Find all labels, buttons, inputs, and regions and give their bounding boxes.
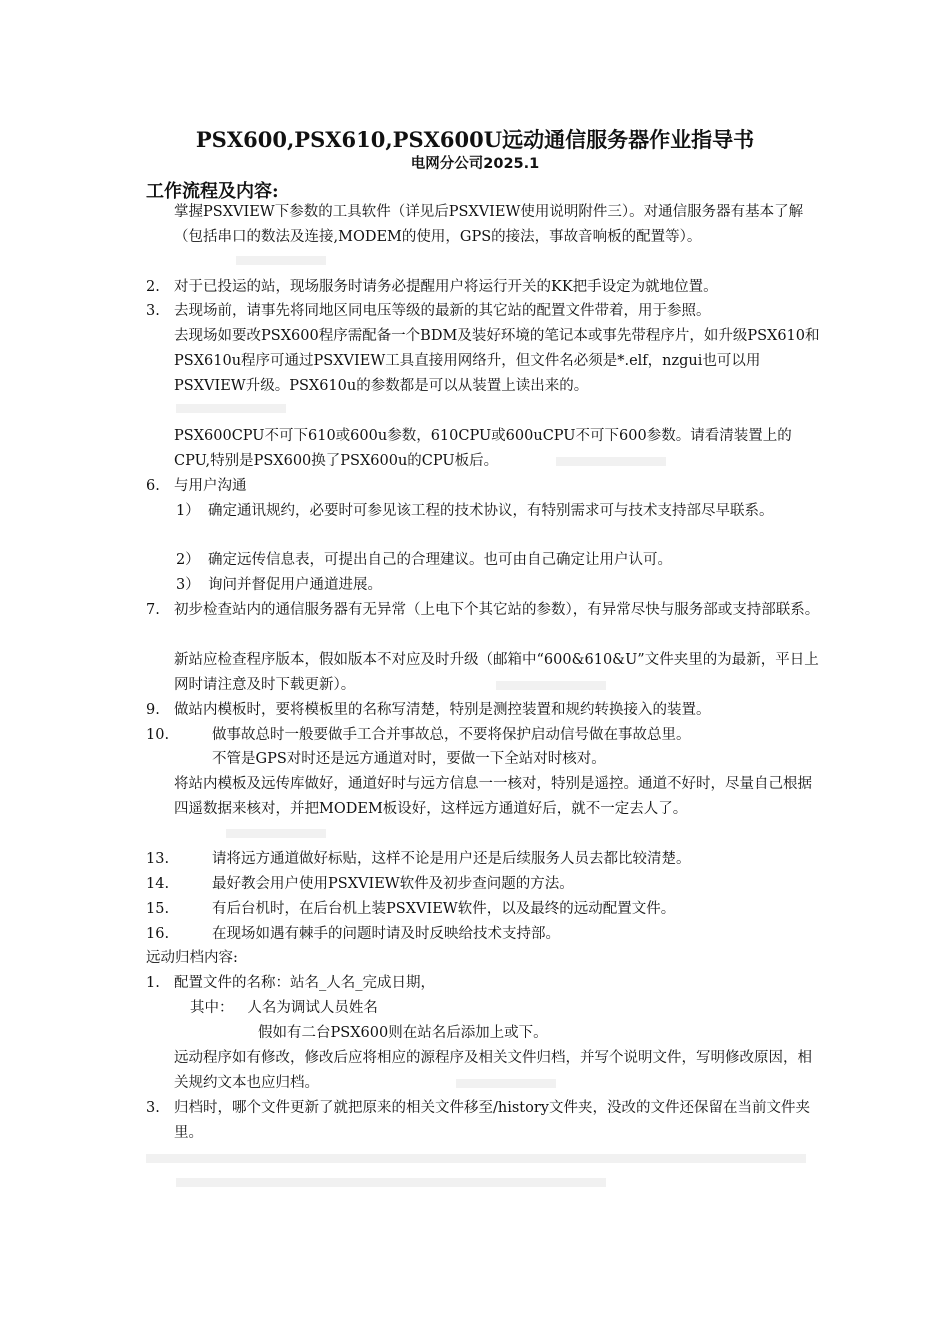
item-text: 做站内模板时，要将模板里的名称写清楚，特别是测控装置和规约转换接入的装置。 <box>174 702 711 718</box>
list-item <box>146 922 826 947</box>
sub-list-item <box>176 548 816 573</box>
faint-trace <box>456 1079 556 1088</box>
archive-item <box>146 971 826 996</box>
archive-heading: 远动归档内容: <box>146 950 238 966</box>
sub-item-number: 1） <box>176 503 200 519</box>
item-text: 在现场如遇有棘手的问题时请及时反映给技术支持部。 <box>212 926 560 942</box>
item-text: 掌握PSXVIEW下参数的工具软件（详见后PSXVIEW使用说明附件三）。对通信服务器有基本了解（包括串口的数法及连接,MODEM的使用，GPS的接法，事故音响板的配置等）。 <box>174 204 804 245</box>
item-text: 请将远方通道做好标贴，这样不论是用户还是后续服务人员去都比较清楚。 <box>212 851 691 867</box>
item-text: 新站应检查程序版本，假如版本不对应及时升级（邮箱中“600&610&U”文件夹里的为最新，平日上网时请注意及时下载更新）。 <box>174 652 819 693</box>
list-item <box>146 275 826 300</box>
item-number: 2. <box>146 279 160 295</box>
document-subtitle: 电网分公司2025.1 <box>410 156 540 172</box>
list-item <box>146 747 826 772</box>
item-number: 3. <box>146 1100 160 1116</box>
item-text: 远动程序如有修改，修改后应将相应的源程序及相关文件归档，并写个说明文件，写明修改原因，相关规约文本也应归档。 <box>174 1050 812 1091</box>
item-text: 与用户沟通 <box>174 478 247 494</box>
item-text: 配置文件的名称：站名_人名_完成日期， <box>174 975 435 991</box>
sub-item-text: 确定通讯规约，必要时可参见该工程的技术协议，有特别需求可与技术支持部尽早联系。 <box>208 503 774 519</box>
item-text: PSX600CPU不可下610或600u参数，610CPU或600uCPU不可下600参数。请看清装置上的CPU,特别是PSX600换了PSX600u的CPU板后。 <box>174 428 792 469</box>
item-text: 初步检查站内的通信服务器有无异常（上电下个其它站的参数），有异常尽快与服务部或支持部联系。 <box>174 602 820 618</box>
sub-list-item <box>176 499 816 524</box>
document-title: PSX600,PSX610,PSX600U远动通信服务器作业指导书 <box>195 127 755 152</box>
list-item <box>146 698 826 723</box>
sub-item-number: 2） <box>176 552 200 568</box>
archive-item <box>146 1096 826 1146</box>
faint-trace <box>236 256 326 265</box>
sub-list-item <box>176 573 816 598</box>
item-text: 做事故总时一般要做手工合并事故总，不要将保护启动信号做在事故总里。 <box>212 727 691 743</box>
faint-trace <box>176 404 286 413</box>
faint-trace <box>146 1154 806 1163</box>
item-text: 去现场如要改PSX600程序需配备一个BDM及装好环境的笔记本或事先带程序片，如升级PSX610和PSX610u程序可通过PSXVIEW工具直接用网络升，但文件名必须是*.elf，nzgui也可以用PSXVIEW升级。PSX610u的参数都是可以从装置上读出来的。 <box>174 328 820 394</box>
sub-item-number: 3） <box>176 577 200 593</box>
item-number: 1. <box>146 975 160 991</box>
item-number: 3. <box>146 303 160 319</box>
item-number: 14. <box>146 876 170 892</box>
item-text: 最好教会用户使用PSXVIEW软件及初步查问题的方法。 <box>212 876 574 892</box>
list-item <box>146 598 826 623</box>
list-item <box>146 648 826 698</box>
list-item <box>146 424 826 474</box>
item-text: 去现场前，请事先将同地区同电压等级的最新的其它站的配置文件带着，用于参照。 <box>174 303 711 319</box>
archive-note: 其中： 人名为调试人员姓名 <box>190 1000 378 1016</box>
item-number: 13. <box>146 851 170 867</box>
item-text: 不管是GPS对时还是远方通道对时，要做一下全站对时核对。 <box>212 751 606 767</box>
item-number: 6. <box>146 478 160 494</box>
item-text: 将站内模板及远传库做好，通道好时与远方信息一一核对，特别是遥控。通道不好时，尽量自己根据四遥数据来核对，并把MODEM板设好，这样远方通道好后，就不一定去人了。 <box>174 776 812 817</box>
item-number: 15. <box>146 901 170 917</box>
sub-item-text: 询问并督促用户通道进展。 <box>208 577 382 593</box>
item-number: 7. <box>146 602 160 618</box>
faint-trace <box>176 1178 606 1187</box>
item-number: 10. <box>146 727 170 743</box>
list-item <box>146 200 826 250</box>
item-text: 有后台机时，在后台机上装PSXVIEW软件，以及最终的远动配置文件。 <box>212 901 676 917</box>
item-number: 16. <box>146 926 170 942</box>
list-item <box>146 847 826 872</box>
list-item <box>146 872 826 897</box>
list-item <box>146 474 826 499</box>
item-number: 9. <box>146 702 160 718</box>
faint-trace <box>556 457 666 466</box>
faint-trace <box>226 829 326 838</box>
item-text: 归档时，哪个文件更新了就把原来的相关文件移至/history文件夹，没改的文件还保留在当前文件夹里。 <box>174 1100 810 1141</box>
list-item <box>146 772 826 822</box>
archive-note: 假如有二台PSX600则在站名后添加上或下。 <box>258 1025 548 1041</box>
sub-item-text: 确定远传信息表，可提出自己的合理建议。也可由自己确定让用户认可。 <box>208 552 672 568</box>
list-item <box>146 324 826 399</box>
archive-item <box>146 1046 826 1096</box>
list-item <box>146 723 826 748</box>
faint-trace <box>496 681 606 690</box>
item-text: 对于已投运的站，现场服务时请务必提醒用户将运行开关的KK把手设定为就地位置。 <box>174 279 718 295</box>
section-heading: 工作流程及内容: <box>146 181 279 202</box>
list-item <box>146 299 826 324</box>
list-item <box>146 897 826 922</box>
